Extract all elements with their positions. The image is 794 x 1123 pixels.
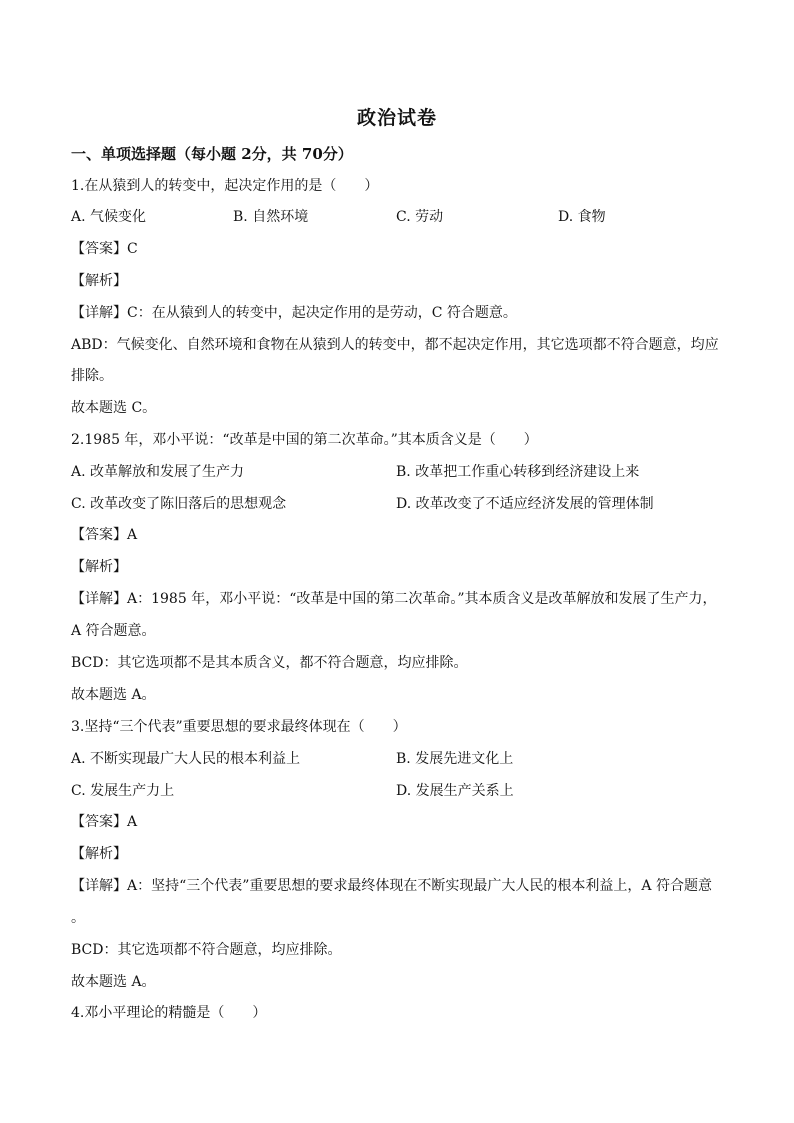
detail-label: 【详解】	[71, 591, 127, 607]
answer-value: A	[127, 814, 138, 830]
question-2-option-c: C. 改革改变了陈旧落后的思想观念	[71, 496, 287, 512]
question-1-detail	[71, 304, 517, 322]
detail-label: 【详解】	[71, 305, 127, 321]
question-2-detail-continued: A 符合题意。	[71, 623, 156, 639]
question-3-conclusion: 故本题选 A。	[71, 974, 156, 990]
question-3-option-d: D. 发展生产关系上	[396, 783, 514, 799]
question-3-analysis-label: 【解析】	[71, 846, 127, 862]
question-1-option-a: A. 气候变化	[71, 209, 147, 225]
question-1-option-c: C. 劳动	[396, 209, 444, 225]
answer-value: A	[127, 527, 138, 543]
question-1-answer	[71, 240, 138, 258]
question-2-option-d: D. 改革改变了不适应经济发展的管理体制	[396, 496, 654, 512]
question-2-option-a: A. 改革解放和发展了生产力	[71, 464, 245, 480]
question-1-abd-continued: 排除。	[71, 368, 113, 384]
question-3-bcd-explanation: BCD：其它选项都不符合题意，均应排除。	[71, 942, 342, 958]
question-3-detail	[71, 877, 712, 895]
question-2-conclusion: 故本题选 A。	[71, 687, 156, 703]
detail-text: C：在从猿到人的转变中，起决定作用的是劳动，C 符合题意。	[127, 305, 517, 321]
question-3-option-a: A. 不断实现最广大人民的根本利益上	[71, 751, 301, 767]
page-title: 政治试卷	[356, 107, 437, 129]
answer-label: 【答案】	[71, 527, 127, 543]
question-1-option-d: D. 食物	[558, 209, 606, 225]
question-1-abd-explanation: ABD：气候变化、自然环境和食物在从猿到人的转变中，都不起决定作用，其它选项都不符合题意，均应	[71, 337, 719, 353]
question-3-answer	[71, 813, 137, 831]
question-2-analysis-label: 【解析】	[71, 559, 127, 575]
detail-label: 【详解】	[71, 878, 127, 894]
question-1-option-b: B. 自然环境	[233, 209, 309, 225]
question-2-bcd-explanation: BCD：其它选项都不是其本质含义，都不符合题意，均应排除。	[71, 655, 468, 671]
section-heading: 一、单项选择题（每小题 2分，共 70分）	[71, 145, 353, 163]
question-3-option-c: C. 发展生产力上	[71, 783, 175, 799]
detail-text: A：坚持“三个代表”重要思想的要求最终体现在不断实现最广大人民的根本利益上，A 符合题意	[127, 878, 712, 894]
question-3-stem: 3.坚持“三个代表”重要思想的要求最终体现在（ ）	[71, 719, 407, 735]
question-1-stem: 1.在从猿到人的转变中，起决定作用的是（ ）	[71, 178, 379, 194]
question-3-option-b: B. 发展先进文化上	[396, 751, 514, 767]
question-1-conclusion: 故本题选 C。	[71, 400, 157, 416]
question-2-answer	[71, 526, 137, 544]
question-2-option-b: B. 改革把工作重心转移到经济建设上来	[396, 464, 640, 480]
detail-text: A：1985 年，邓小平说：“改革是中国的第二次革命。”其本质含义是改革解放和发展了生产力，	[127, 591, 717, 607]
question-2-detail	[71, 590, 717, 608]
question-2-stem: 2.1985 年，邓小平说：“改革是中国的第二次革命。”其本质含义是（ ）	[71, 432, 538, 448]
answer-value: C	[127, 241, 138, 257]
question-3-detail-continued: 。	[71, 910, 85, 926]
answer-label: 【答案】	[71, 814, 127, 830]
answer-label: 【答案】	[71, 241, 127, 257]
question-4-stem: 4.邓小平理论的精髓是（ ）	[71, 1005, 267, 1021]
question-1-analysis-label: 【解析】	[71, 273, 127, 289]
